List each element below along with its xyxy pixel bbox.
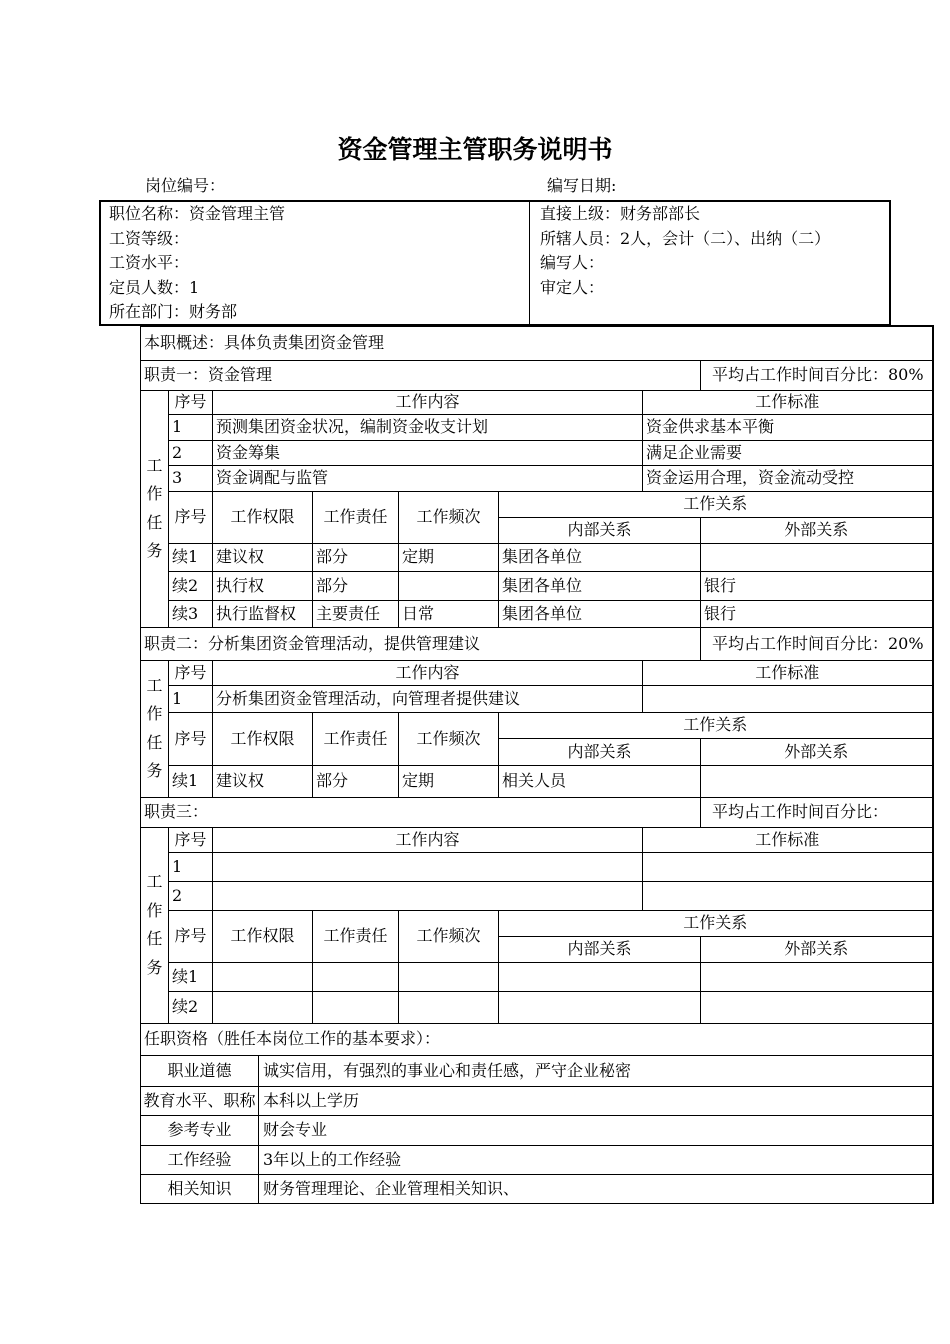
salary-grade: 工资等级： <box>109 228 190 248</box>
relation-row <box>141 543 933 571</box>
responsibility-header: 工作责任 <box>313 491 399 543</box>
task-row <box>141 465 933 491</box>
qualification-row <box>141 1145 933 1174</box>
relation-seq: 续3 <box>169 600 213 627</box>
internal-header: 内部关系 <box>499 936 701 962</box>
basic-info-left-column <box>101 202 530 324</box>
qualification-label: 参考专业 <box>141 1115 259 1145</box>
relation-header-row <box>141 712 933 738</box>
relation-responsibility: 部分 <box>313 765 399 797</box>
standard-header: 工作标准 <box>643 390 933 414</box>
relation-header-row <box>141 910 933 936</box>
task-side-label <box>141 660 169 797</box>
internal-header: 内部关系 <box>499 517 701 543</box>
duty-row <box>141 797 933 827</box>
relation-frequency: 定期 <box>399 765 499 797</box>
task-header-row <box>141 827 933 852</box>
department: 所在部门：财务部 <box>109 302 238 321</box>
relation-header-row <box>141 491 933 517</box>
relations-header: 工作关系 <box>499 910 933 936</box>
compile-date-label: 编写日期: <box>547 176 617 195</box>
seq-header: 序号 <box>169 390 213 414</box>
task-side-text: 工作任务 <box>146 455 163 560</box>
task-header-row <box>141 660 933 685</box>
relation-internal: 集团各单位 <box>499 571 701 600</box>
seq-header: 序号 <box>169 827 213 852</box>
headcount: 定员人数：1 <box>109 277 200 297</box>
task-content <box>213 881 643 910</box>
summary-row <box>141 326 933 360</box>
relation-frequency <box>399 962 499 991</box>
external-header: 外部关系 <box>701 517 933 543</box>
document-title: 资金管理主管职务说明书 <box>337 135 613 164</box>
external-header: 外部关系 <box>701 738 933 765</box>
relation-seq: 续2 <box>169 571 213 600</box>
responsibility-header: 工作责任 <box>313 910 399 962</box>
task-row <box>141 881 933 910</box>
frequency-header: 工作频次 <box>399 712 499 765</box>
qualification-value: 财会专业 <box>259 1115 933 1145</box>
time-share-cell: 平均占工作时间百分比：20% <box>701 627 933 660</box>
relation-authority <box>213 962 313 991</box>
task-standard <box>643 852 933 881</box>
task-seq: 2 <box>169 440 213 465</box>
salary-level: 工资水平： <box>109 253 190 272</box>
task-content: 分析集团资金管理活动，向管理者提供建议 <box>213 685 643 712</box>
relation-row <box>141 571 933 600</box>
relation-seq: 续1 <box>169 543 213 571</box>
relation-frequency <box>399 571 499 600</box>
relation-row <box>141 991 933 1023</box>
qualifications-title-row <box>141 1023 933 1055</box>
seq-header: 序号 <box>169 660 213 685</box>
qualification-value: 3年以上的工作经验 <box>259 1145 933 1174</box>
task-standard: 资金运用合理，资金流动受控 <box>643 465 933 491</box>
task-side-text: 工作任务 <box>146 675 163 780</box>
task-row <box>141 440 933 465</box>
relation-responsibility <box>313 962 399 991</box>
relations-header: 工作关系 <box>499 712 933 738</box>
task-content: 资金筹集 <box>213 440 643 465</box>
time-share-cell: 平均占工作时间百分比： <box>701 797 933 827</box>
relation-external: 银行 <box>701 600 933 627</box>
compiler: 编写人： <box>540 253 605 272</box>
task-standard: 满足企业需要 <box>643 440 933 465</box>
duty-title: 职责二：分析集团资金管理活动，提供管理建议 <box>141 627 701 660</box>
duty-title: 职责一：资金管理 <box>141 360 701 390</box>
basic-info-right-column <box>530 202 889 324</box>
relation-row <box>141 962 933 991</box>
standard-header: 工作标准 <box>643 660 933 685</box>
time-share-cell: 平均占工作时间百分比：80% <box>701 360 933 390</box>
subordinates: 所辖人员：2人，会计（二）、出纳（二） <box>540 228 831 248</box>
qualification-value: 本科以上学历 <box>259 1086 933 1115</box>
task-content <box>213 852 643 881</box>
qualification-label: 工作经验 <box>141 1145 259 1174</box>
position-code-label: 岗位编号： <box>145 176 226 195</box>
task-seq: 1 <box>169 852 213 881</box>
relation-external <box>701 962 933 991</box>
relation-external: 银行 <box>701 571 933 600</box>
relation-seq: 续1 <box>169 765 213 797</box>
qualification-label: 职业道德 <box>141 1055 259 1086</box>
task-row <box>141 685 933 712</box>
relation-frequency <box>399 991 499 1023</box>
qualification-label: 教育水平、职称 <box>141 1086 259 1115</box>
task-side-label <box>141 827 169 1023</box>
task-row <box>141 414 933 440</box>
duty-row <box>141 360 933 390</box>
relation-row <box>141 765 933 797</box>
position-name: 职位名称：资金管理主管 <box>109 204 286 223</box>
content-header: 工作内容 <box>213 390 643 414</box>
task-header-row <box>141 390 933 414</box>
direct-superior: 直接上级：财务部部长 <box>540 204 701 223</box>
relation-seq-header: 序号 <box>169 910 213 962</box>
duty-row <box>141 627 933 660</box>
content-header: 工作内容 <box>213 660 643 685</box>
relation-row <box>141 600 933 627</box>
qualification-value: 诚实信用，有强烈的事业心和责任感，严守企业秘密 <box>259 1055 933 1086</box>
qualification-row <box>141 1086 933 1115</box>
qualification-value: 财务管理理论、企业管理相关知识、 <box>259 1174 933 1203</box>
qualification-row <box>141 1115 933 1145</box>
relation-internal: 集团各单位 <box>499 543 701 571</box>
task-content: 资金调配与监管 <box>213 465 643 491</box>
task-seq: 1 <box>169 414 213 440</box>
standard-header: 工作标准 <box>643 827 933 852</box>
relation-authority: 执行权 <box>213 571 313 600</box>
approver: 审定人： <box>540 277 605 297</box>
authority-header: 工作权限 <box>213 491 313 543</box>
task-content: 预测集团资金状况，编制资金收支计划 <box>213 414 643 440</box>
qualification-row <box>141 1055 933 1086</box>
task-seq: 3 <box>169 465 213 491</box>
relation-internal <box>499 991 701 1023</box>
task-row <box>141 852 933 881</box>
external-header: 外部关系 <box>701 936 933 962</box>
task-side-label <box>141 390 169 627</box>
task-standard <box>643 881 933 910</box>
task-seq: 2 <box>169 881 213 910</box>
job-summary: 本职概述：具体负责集团资金管理 <box>141 326 933 360</box>
relation-external <box>701 543 933 571</box>
relation-responsibility: 部分 <box>313 571 399 600</box>
task-side-text: 工作任务 <box>146 872 163 977</box>
relation-internal: 集团各单位 <box>499 600 701 627</box>
relation-authority: 执行监督权 <box>213 600 313 627</box>
relation-internal <box>499 962 701 991</box>
frequency-header: 工作频次 <box>399 491 499 543</box>
relation-external <box>701 991 933 1023</box>
duty-title: 职责三： <box>141 797 701 827</box>
relation-responsibility: 主要责任 <box>313 600 399 627</box>
relation-responsibility <box>313 991 399 1023</box>
relation-seq: 续2 <box>169 991 213 1023</box>
relation-authority <box>213 991 313 1023</box>
relation-seq: 续1 <box>169 962 213 991</box>
relation-seq-header: 序号 <box>169 491 213 543</box>
relation-responsibility: 部分 <box>313 543 399 571</box>
task-standard <box>643 685 933 712</box>
relations-header: 工作关系 <box>499 491 933 517</box>
relation-authority: 建议权 <box>213 543 313 571</box>
content-header: 工作内容 <box>213 827 643 852</box>
relation-seq-header: 序号 <box>169 712 213 765</box>
qualification-row <box>141 1174 933 1203</box>
relation-authority: 建议权 <box>213 765 313 797</box>
relation-frequency: 定期 <box>399 543 499 571</box>
relation-frequency: 日常 <box>399 600 499 627</box>
internal-header: 内部关系 <box>499 738 701 765</box>
relation-external <box>701 765 933 797</box>
basic-info-box <box>99 200 891 326</box>
job-description-table <box>140 325 934 1204</box>
qualifications-title: 任职资格（胜任本岗位工作的基本要求）： <box>141 1023 933 1055</box>
task-seq: 1 <box>169 685 213 712</box>
qualification-label: 相关知识 <box>141 1174 259 1203</box>
task-standard: 资金供求基本平衡 <box>643 414 933 440</box>
authority-header: 工作权限 <box>213 910 313 962</box>
relation-internal: 相关人员 <box>499 765 701 797</box>
responsibility-header: 工作责任 <box>313 712 399 765</box>
authority-header: 工作权限 <box>213 712 313 765</box>
frequency-header: 工作频次 <box>399 910 499 962</box>
